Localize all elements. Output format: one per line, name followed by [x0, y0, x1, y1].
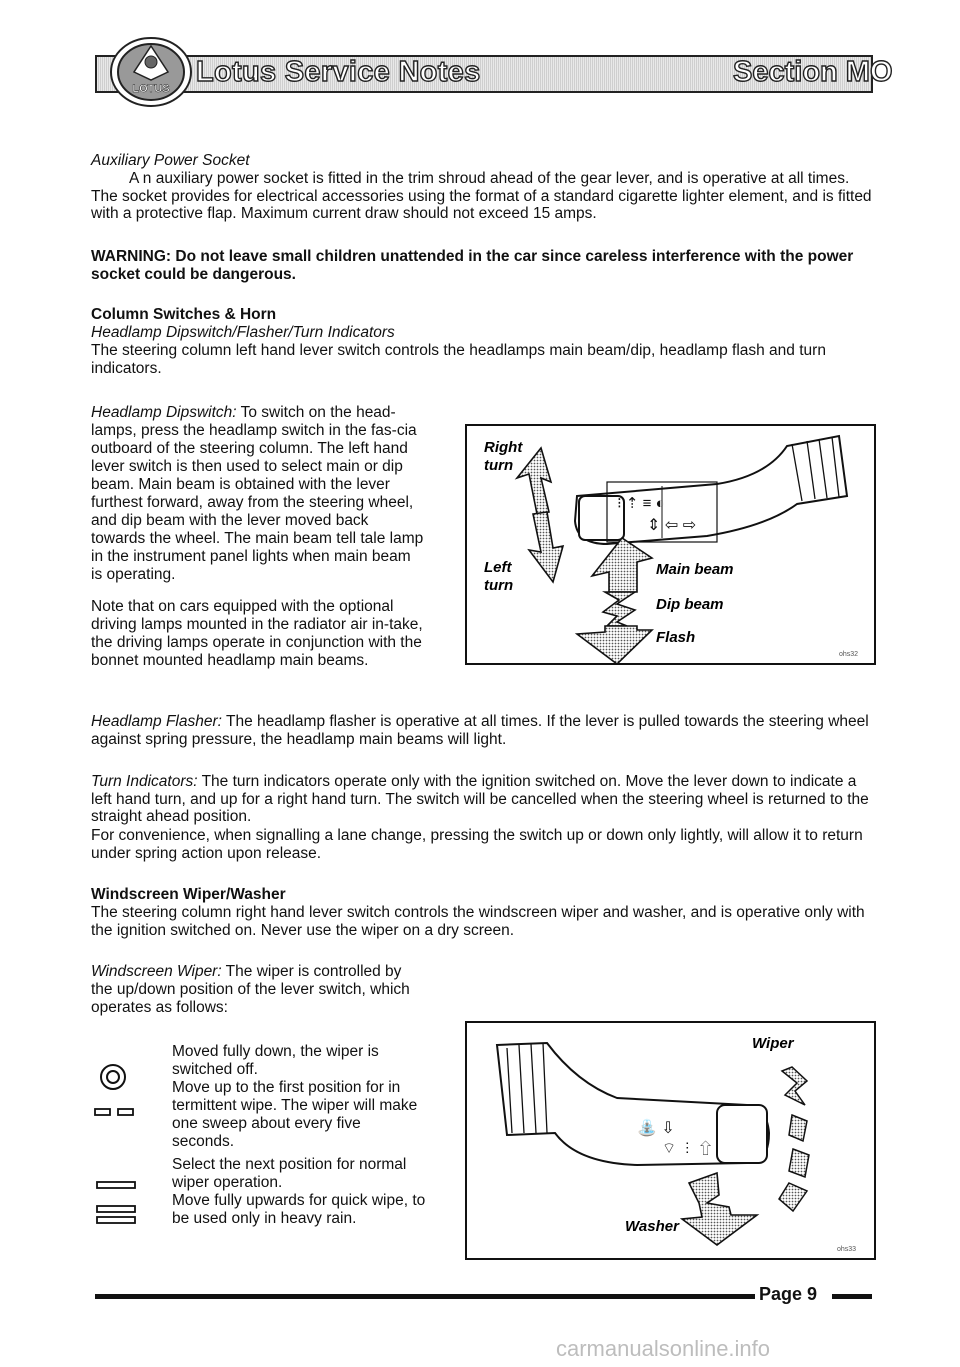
column-subheading: Headlamp Dipswitch/Flasher/Turn Indicators: [91, 324, 395, 341]
wiper-heading: Windscreen Wiper/Washer: [91, 886, 286, 903]
headlamp-symbols: ⁝ ⇡ ≡ ◐: [617, 495, 665, 512]
wiper-pos-off: Moved fully down, the wiper is switched off.: [172, 1043, 379, 1078]
left-turn-label-1: Left: [484, 559, 512, 576]
wiper-normal-icon: [97, 1182, 135, 1188]
indicator-stalk-illustration: [467, 426, 874, 663]
wiper-pos-fast: Move fully upwards for quick wipe, to be used only in heavy rain.: [172, 1192, 426, 1227]
wiper-paragraph: [91, 963, 426, 1017]
flasher-text: The headlamp flasher is operative at all times. If the lever is pulled towards the steering wheel against spring pressure, the headlamp main beams will light.: [91, 713, 869, 748]
dipswitch-note: Note that on cars equipped with the optional driving lamps mounted in the radiator air in-take, the driving lamps operate in conjunction with the bonnet mounted headlamp main beams.: [91, 598, 423, 669]
aux-heading: Auxiliary Power Socket: [91, 152, 250, 169]
header-section: Section MO: [733, 56, 893, 88]
flasher-paragraph: [91, 713, 876, 748]
wiper-intermittent-arrow-icon: [789, 1149, 809, 1177]
wiper-fast-arrow-icon: [782, 1067, 807, 1105]
figure-wiper-stalk: [465, 1021, 876, 1260]
dipswitch-paragraph: [91, 404, 426, 584]
wiper-position-icons: [92, 1060, 152, 1240]
wiper-text: The wiper is controlled by the up/down position of the lever switch, which operates as follows:: [91, 963, 410, 1016]
wiper-intro: The steering column right hand lever switch controls the windscreen wiper and washer, and is operative only with the ignition switched on. Never use the wiper on a dry screen.: [91, 904, 865, 939]
wiper-stalk-illustration: [467, 1023, 874, 1258]
wiper-off-arrow-icon: [779, 1183, 807, 1211]
logo-text: LOTUS: [132, 83, 170, 95]
washer-label-fig: Washer: [625, 1218, 679, 1235]
turn-label: Turn Indicators:: [91, 773, 198, 790]
flasher-label: Headlamp Flasher:: [91, 713, 222, 730]
wiper-symbol: ⌔ ⋮ ⇧: [662, 1140, 713, 1157]
wiper-intermittent-icon: [95, 1109, 110, 1115]
washer-arrow-icon: [682, 1173, 757, 1245]
column-heading: Column Switches & Horn: [91, 306, 277, 323]
wiper-off-icon: [101, 1065, 125, 1089]
wiper-label-fig: Wiper: [752, 1035, 794, 1052]
indicator-arrows: ⇕ ⇦ ⇨: [647, 517, 697, 534]
wiper-normal-arrow-icon: [789, 1115, 807, 1141]
figure-1-ref: ohs32: [839, 651, 859, 658]
dip-beam-icon: [603, 592, 635, 626]
dipswitch-text: To switch on the head-lamps, press the headlamp switch in the fas-cia outboard of the steering column. The left hand lever switch is then used to select main or dip beam. Main beam is obtained with the lever furthest forward, away from the steering wheel, and dip beam with the lever moved back towards the wheel. The main beam tell tale lamp in the instrument panel lights when main beam is operating.: [91, 404, 424, 583]
flash-arrow-icon: [577, 626, 652, 663]
wiper-pos-intermittent: Move up to the first position for in termittent wipe. The wiper will make one sweep about every five seconds.: [172, 1079, 418, 1150]
flash-label: Flash: [656, 629, 696, 646]
right-turn-label-1: Right: [484, 439, 523, 456]
right-turn-arrow-icon: [517, 448, 551, 514]
washer-symbol: ⛲ ⇩: [637, 1120, 675, 1137]
main-beam-arrow-icon: [592, 538, 652, 592]
lotus-logo-icon: [108, 36, 194, 108]
aux-body: A n auxiliary power socket is fitted in the trim shroud ahead of the gear lever, and is operative at all times. The socket provides for electrical accessories using the format of a standard cigarette lighter element, and is fitted with a protective flap. Maximum current draw should not exceed 15 amps.: [91, 170, 872, 222]
figure-2-ref: ohs33: [837, 1246, 857, 1253]
right-turn-label-2: turn: [484, 457, 514, 474]
figure-indicator-stalk: [465, 424, 876, 665]
main-beam-label: Main beam: [656, 561, 734, 578]
wiper-label: Windscreen Wiper:: [91, 963, 222, 980]
left-turn-arrow-icon: [529, 512, 563, 582]
wiper-fast-icon: [97, 1206, 135, 1212]
watermark: carmanualsonline.info: [556, 1336, 771, 1361]
column-intro: The steering column left hand lever switch controls the headlamps main beam/dip, headlamp flash and turn indicators.: [91, 342, 826, 377]
turn-note: For convenience, when signalling a lane change, pressing the switch up or down only lightly, will allow it to return under spring action upon release.: [91, 827, 863, 862]
footer-rule-right: [832, 1294, 872, 1299]
turn-text: The turn indicators operate only with the ignition switched on. Move the lever down to indicate a left hand turn, and up for a right hand turn. The switch will be cancelled when the steering wheel is returned to the straight ahead position.: [91, 773, 869, 825]
left-turn-label-2: turn: [484, 577, 514, 594]
footer-rule-left: [95, 1294, 755, 1299]
dipswitch-label: Headlamp Dipswitch:: [91, 404, 237, 421]
wiper-pos-normal: Select the next position for normal wiper operation.: [172, 1156, 407, 1191]
header-title: Lotus Service Notes: [196, 56, 481, 88]
aux-warning: WARNING: Do not leave small children unattended in the car since careless interference with the power socket could be dangerous.: [91, 248, 854, 283]
turn-paragraph: [91, 773, 876, 826]
dip-beam-label: Dip beam: [656, 596, 724, 613]
page-number: Page 9: [759, 1284, 818, 1304]
